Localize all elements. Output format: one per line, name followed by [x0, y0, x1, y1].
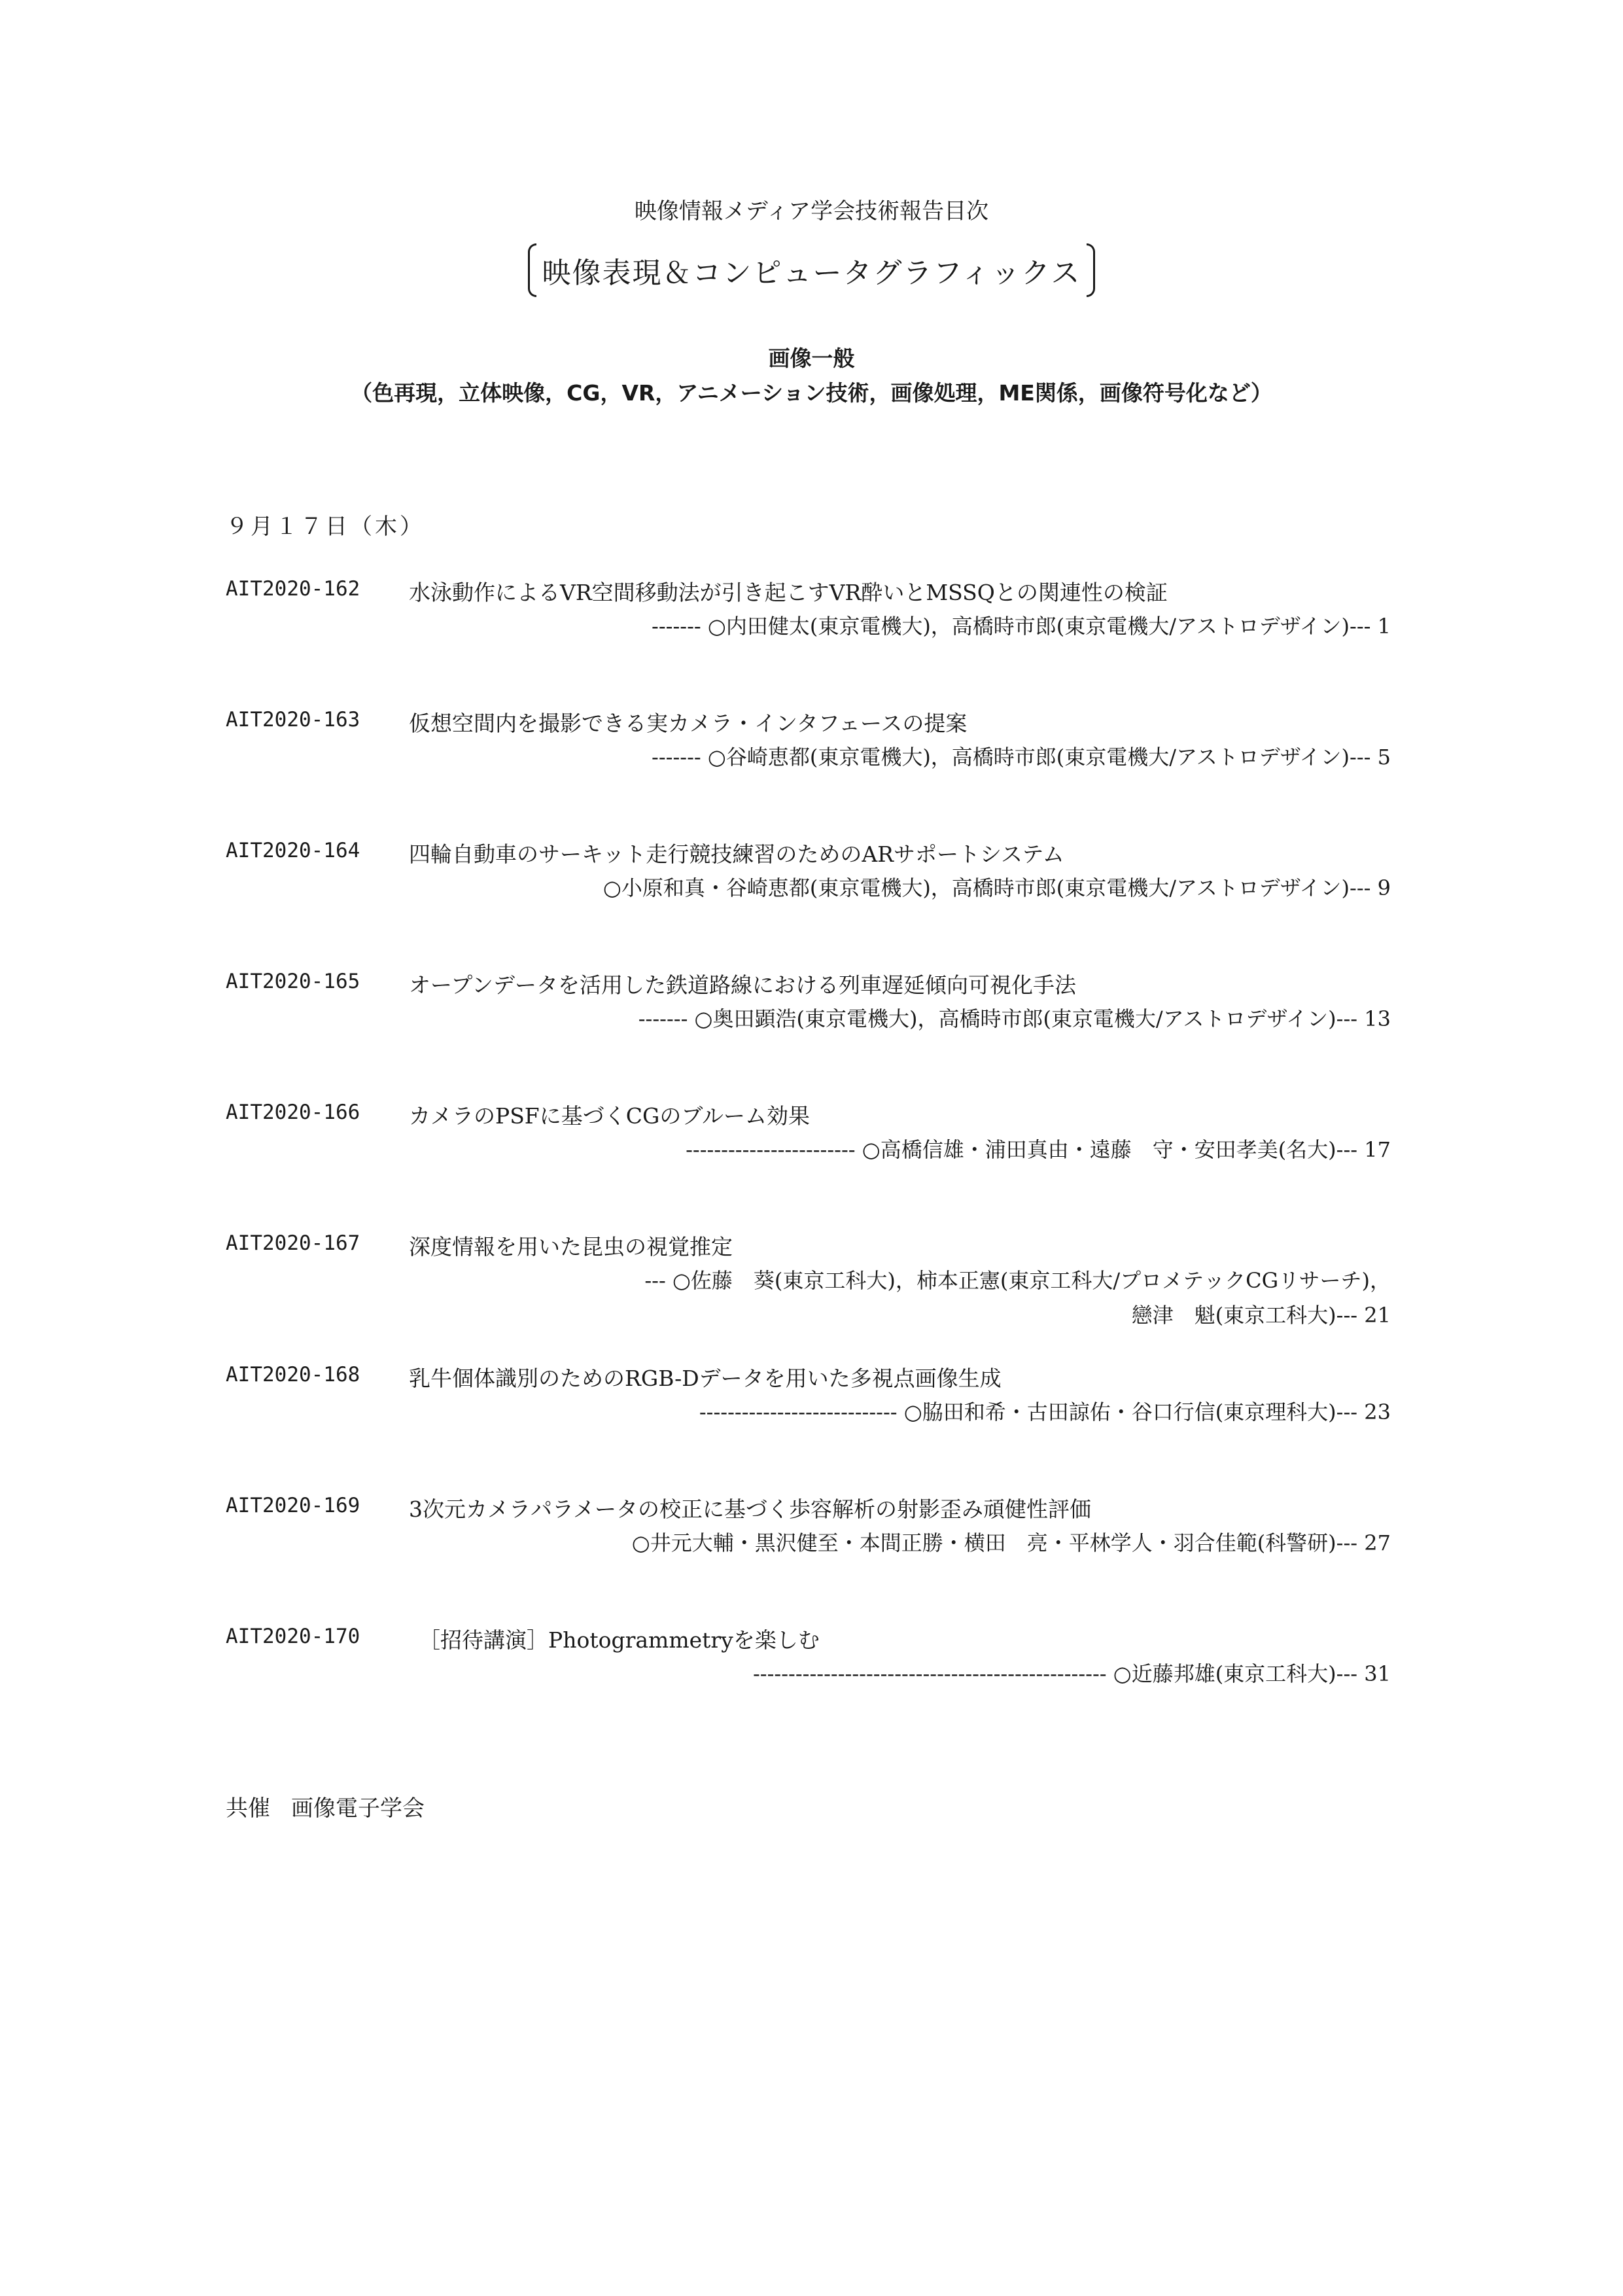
entry-id: AIT2020-170 [226, 1625, 360, 1648]
entry-title: 四輪自動車のサーキット走行競技練習のためのARサポートシステム [409, 841, 1064, 867]
session-subtitle: 映像表現＆コンピュータグラフィックス [542, 256, 1081, 290]
entry-title: 仮想空間内を撮影できる実カメラ・インタフェースの提案 [409, 711, 968, 736]
right-bracket [1087, 243, 1095, 297]
entry-authors: ------- ○奥田顕浩(東京電機大)，高橋時市郎(東京電機大/アストロデザイン)--- 13 [638, 1006, 1391, 1031]
entry-authors: ○井元大輔・黒沢健至・本間正勝・横田 亮・平林学人・羽合佳範(科警研)--- 27 [631, 1530, 1391, 1555]
entry-id: AIT2020-165 [226, 970, 360, 993]
entry-id: AIT2020-168 [226, 1363, 360, 1386]
report-index-heading: 映像情報メディア学会技術報告目次 [634, 198, 989, 224]
entry-title: 3次元カメラパラメータの校正に基づく歩容解析の射影歪み頑健性評価 [409, 1496, 1092, 1522]
entry-authors: ------- ○内田健太(東京電機大)，高橋時市郎(東京電機大/アストロデザイン)--- 1 [652, 614, 1391, 639]
entry-authors: --- ○佐藤 葵(東京工科大)，柿本正憲(東京工科大/プロメテックCGリサーチ)， [644, 1268, 1391, 1293]
section-title: 画像一般 [768, 345, 855, 371]
entry-authors: ------------------------ ○高橋信雄・浦田真由・遠藤 守・安田孝美(名大)--- 17 [686, 1137, 1391, 1162]
entry-title: オープンデータを活用した鉄道路線における列車遅延傾向可視化手法 [409, 972, 1077, 998]
section-scope: （色再現，立体映像，CG，VR，アニメーション技術，画像処理，ME関係，画像符号化など） [351, 380, 1272, 406]
left-bracket [528, 243, 536, 297]
co-sponsor-label: 共催 [226, 1795, 270, 1822]
entry-id: AIT2020-166 [226, 1101, 360, 1124]
entry-title: ［招待講演］Photogrammetryを楽しむ [419, 1627, 820, 1653]
entry-authors: ------- ○谷崎恵都(東京電機大)，高橋時市郎(東京電機大/アストロデザイン)--- 5 [652, 745, 1391, 769]
entry-id: AIT2020-169 [226, 1494, 360, 1517]
co-sponsor-name: 画像電子学会 [291, 1795, 425, 1822]
entry-authors: ---------------------------- ○脇田和希・古田諒佑・谷口行信(東京理科大)--- 23 [699, 1400, 1391, 1424]
session-date: ９月１７日（木） [226, 514, 425, 540]
entry-authors: -------------------------------------------------- ○近藤邦雄(東京工科大)--- 31 [752, 1661, 1391, 1686]
entry-authors-continued: 戀津 魁(東京工科大)--- 21 [1131, 1303, 1391, 1328]
entry-id: AIT2020-164 [226, 839, 360, 862]
entry-title: 乳牛個体識別のためのRGB-Dデータを用いた多視点画像生成 [409, 1366, 1002, 1391]
session-subtitle-frame [0, 243, 1623, 297]
co-sponsor [226, 1790, 425, 1822]
entry-title: 水泳動作によるVR空間移動法が引き起こすVR酔いとMSSQとの関連性の検証 [409, 580, 1168, 605]
entry-authors: ○小原和真・谷崎恵都(東京電機大)，高橋時市郎(東京電機大/アストロデザイン)--- 9 [602, 875, 1391, 900]
entry-id: AIT2020-163 [226, 708, 360, 732]
entry-title: 深度情報を用いた昆虫の視覚推定 [409, 1234, 733, 1260]
entry-id: AIT2020-162 [226, 577, 360, 601]
entry-id: AIT2020-167 [226, 1231, 360, 1255]
entry-title: カメラのPSFに基づくCGのブルーム効果 [409, 1103, 810, 1129]
